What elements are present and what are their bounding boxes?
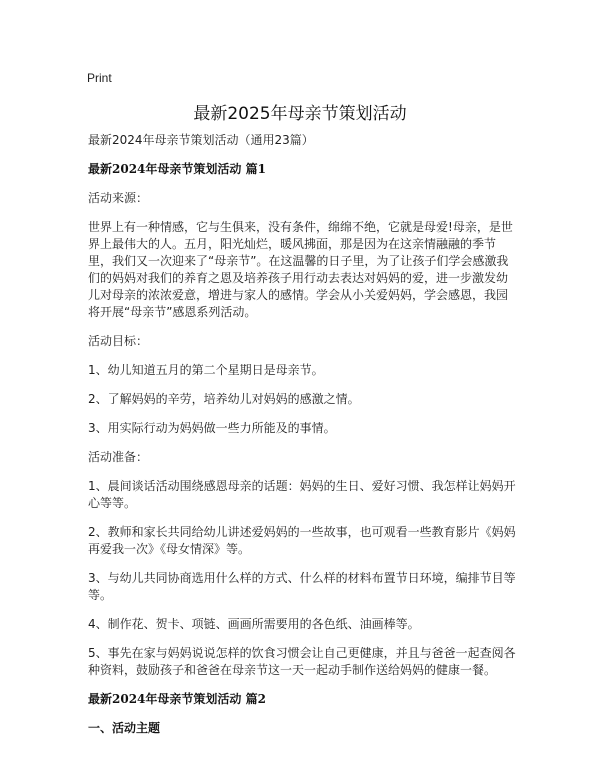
prep-item: 5、事先在家与妈妈说说怎样的饮食习惯会让自己更健康，并且与爸爸一起查阅各种资料，鼓励孩子和爸爸在母亲节这一天一起动手制作送给妈妈的健康一餐。 xyxy=(88,646,516,677)
prep-item: 2、教师和家长共同给幼儿讲述爱妈妈的一些故事，也可观看一些教育影片《妈妈再爱我一次》《母女情深》等。 xyxy=(88,525,516,556)
document-body xyxy=(88,132,518,737)
activity-goals-label: 活动目标： xyxy=(88,334,149,348)
goal-item: 1、幼儿知道五月的第二个星期日是母亲节。 xyxy=(88,363,324,377)
section-heading-1: 最新2024年母亲节策划活动 篇1 xyxy=(88,162,266,176)
prep-item: 3、与幼儿共同协商选用什么样的方式、什么样的材料布置节日环境，编排节目等等。 xyxy=(88,571,516,602)
goal-item: 3、用实际行动为妈妈做一些力所能及的事情。 xyxy=(88,421,336,435)
document-title: 最新2025年母亲节策划活动 xyxy=(193,104,407,124)
prep-item: 4、制作花、贺卡、项链、画画所需要用的各色纸、油画棒等。 xyxy=(88,617,420,631)
activity-theme-heading: 一、活动主题 xyxy=(88,721,161,735)
activity-prep-label: 活动准备： xyxy=(88,450,149,464)
goal-item: 2、了解妈妈的辛劳，培养幼儿对妈妈的感激之情。 xyxy=(88,392,360,406)
document-subtitle: 最新2024年母亲节策划活动（通用23篇） xyxy=(88,133,314,147)
activity-source-label: 活动来源： xyxy=(88,191,149,205)
section-heading-2: 最新2024年母亲节策划活动 篇2 xyxy=(88,692,266,706)
activity-source-paragraph: 世界上有一种情感，它与生俱来，没有条件，绵绵不绝，它就是母爱!母亲，是世界上最伟大的人。五月，阳光灿烂，暖风拂面，那是因为在这亲情融融的季节里，我们又一次迎来了“母亲节”。在这温馨的日子里，为了让孩子们学会感激我们的妈妈对我们的养育之恩及培养孩子用行动去表达对妈妈的爱，进一步激发幼儿对母亲的浓浓爱意，增进与家人的感情。学会从小关爱妈妈，学会感恩，我园将开展“母亲节”感恩系列活动。 xyxy=(88,220,513,319)
print-label[interactable]: Print xyxy=(87,71,112,85)
prep-item: 1、晨间谈话活动围绕感恩母亲的话题：妈妈的生日、爱好习惯、我怎样让妈妈开心等等。 xyxy=(88,479,516,510)
